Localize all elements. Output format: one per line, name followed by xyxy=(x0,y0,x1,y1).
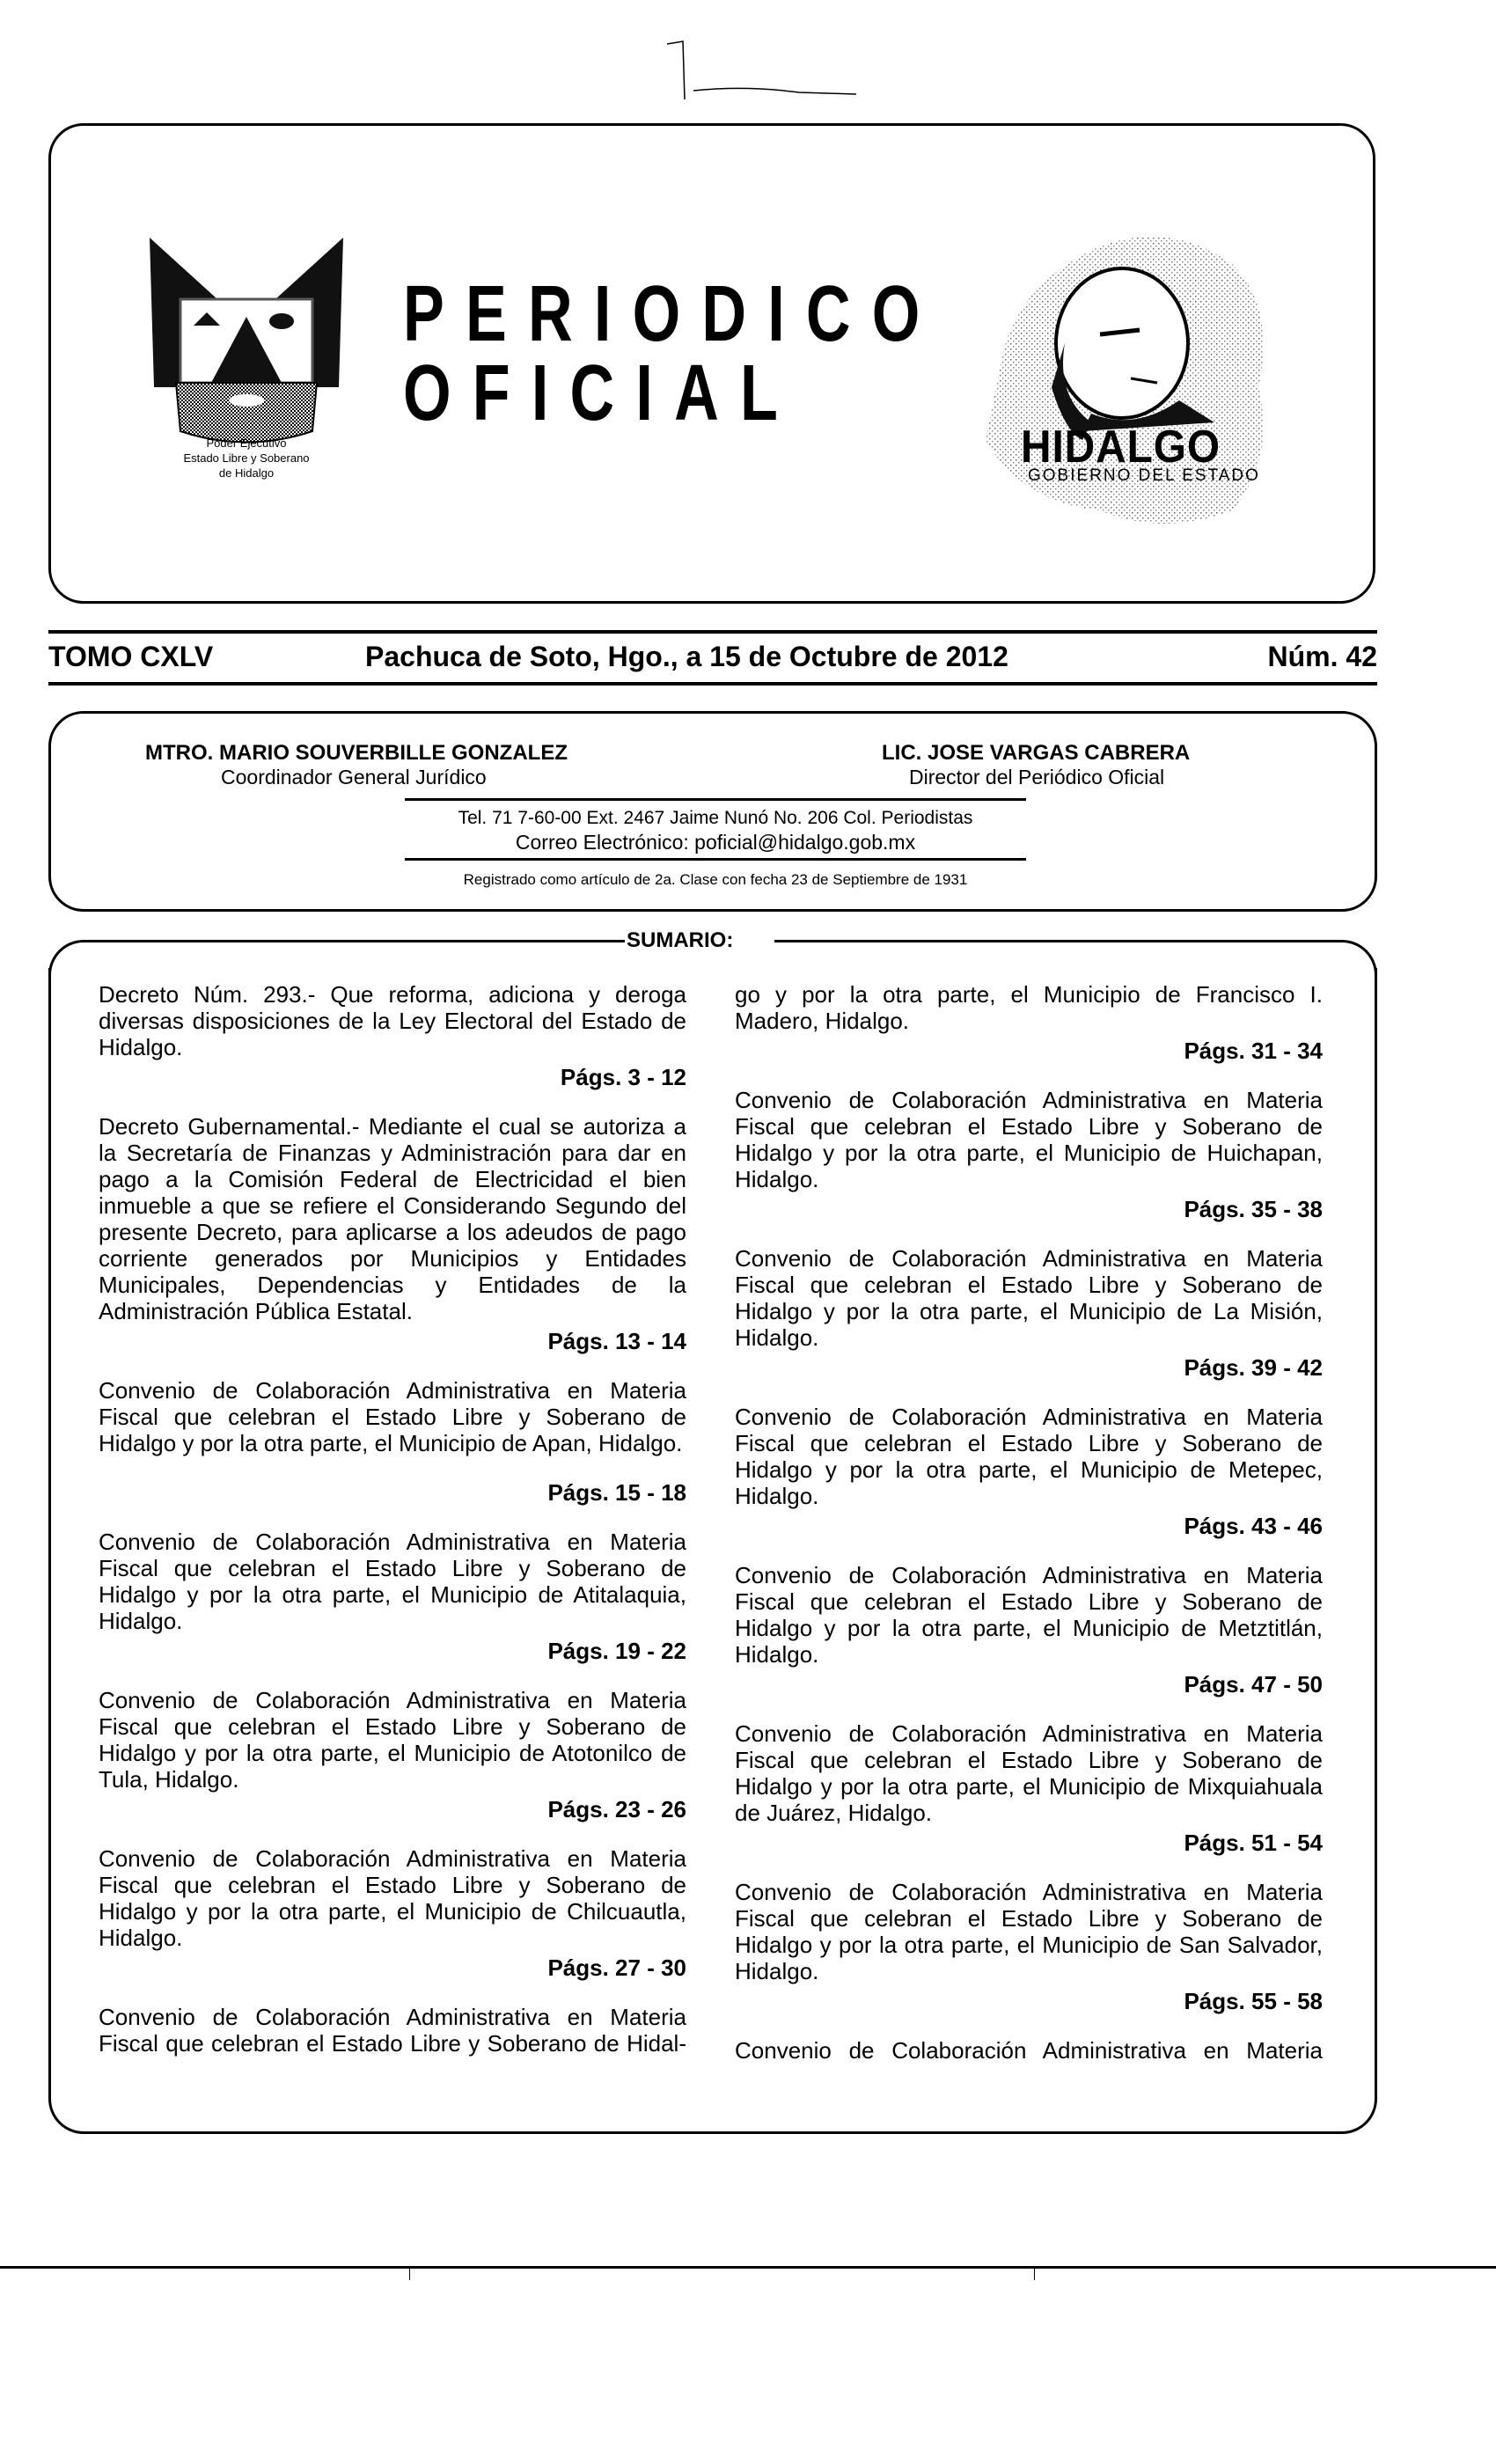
entry-text: Convenio de Colaboración Administrativa en Materia Fiscal que celebran el Estado Libre y Soberano de Hidalgo y por la otra parte, el Municipio de Atotonilco de Tula, Hidalgo. xyxy=(99,1687,686,1793)
state-crest-icon xyxy=(141,229,352,449)
hidalgo-logo-word: HIDALGO xyxy=(1021,422,1221,473)
page-bottom-tick xyxy=(1034,2268,1035,2280)
sumario-entry xyxy=(99,981,686,1090)
page-bottom-rule xyxy=(0,2266,1496,2269)
sumario-entry xyxy=(99,1529,686,1664)
credits-rule-top xyxy=(405,798,1026,801)
entry-pages: Págs. 55 - 58 xyxy=(1184,1988,1323,2014)
entry-text: Convenio de Colaboración Administrativa en Materia Fiscal que celebran el Estado Libre y Soberano de Hidalgo y por la otra parte, el Municipio de Huichapan, Hidalgo. xyxy=(735,1087,1323,1192)
entry-pages: Págs. 39 - 42 xyxy=(1184,1354,1323,1381)
sumario-right-column xyxy=(735,981,1323,2086)
entry-pages: Págs. 35 - 38 xyxy=(1184,1196,1323,1222)
sumario-entry xyxy=(99,1113,686,1354)
issue-bar-bottom-rule xyxy=(48,682,1377,686)
entry-text: Decreto Núm. 293.- Que reforma, adiciona y deroga diversas disposiciones de la Ley Electoral del Estado de Hidalgo. xyxy=(99,981,686,1060)
publication-title-line1: PERIODICO xyxy=(403,270,942,358)
issue-bar-top-rule xyxy=(48,630,1377,634)
volume-label: TOMO CXLV xyxy=(48,641,214,672)
publication-title-line2: OFICIAL xyxy=(403,349,800,437)
entry-pages: Págs. 23 - 26 xyxy=(547,1796,686,1822)
director-name: LIC. JOSE VARGAS CABRERA xyxy=(882,741,1191,765)
issue-number: Núm. 42 xyxy=(1267,641,1377,672)
sumario-entry xyxy=(735,1720,1323,1856)
sumario-entry xyxy=(735,1879,1323,2014)
sumario-entry xyxy=(735,1562,1323,1698)
crest-caption-line: de Hidalgo xyxy=(218,466,275,480)
sumario-entry xyxy=(99,2004,686,2057)
issue-bar xyxy=(48,641,1377,679)
entry-pages: Págs. 31 - 34 xyxy=(1184,1038,1323,1064)
sumario-heading: SUMARIO: xyxy=(627,928,734,952)
entry-pages: Págs. 43 - 46 xyxy=(1184,1513,1323,1539)
director-role: Director del Periódico Oficial xyxy=(909,766,1165,788)
registration-note: Registrado como artículo de 2a. Clase con fecha 23 de Septiembre de 1931 xyxy=(463,871,968,888)
entry-pages: Págs. 15 - 18 xyxy=(547,1479,686,1506)
sumario-entry xyxy=(735,2037,1323,2064)
entry-pages: Págs. 13 - 14 xyxy=(547,1328,686,1354)
entry-pages: Págs. 19 - 22 xyxy=(547,1638,686,1664)
entry-text: Convenio de Colaboración Administrativa en Materia Fiscal que celebran el Estado Libre y Soberano de Hidalgo y por la otra parte, el Municipio de Metepec, Hidalgo. xyxy=(735,1404,1323,1509)
handwritten-mark xyxy=(667,40,861,101)
coordinator-name: MTRO. MARIO SOUVERBILLE GONZALEZ xyxy=(145,741,568,765)
hidalgo-portrait-logo-icon xyxy=(968,211,1294,537)
crest-caption-line: Estado Libre y Soberano xyxy=(183,451,310,465)
sumario-entry xyxy=(735,1087,1323,1222)
hidalgo-logo-subtitle: GOBIERNO DEL ESTADO xyxy=(1028,466,1260,485)
entry-pages: Págs. 51 - 54 xyxy=(1184,1830,1323,1856)
entry-text: Convenio de Colaboración Administrativa en Materia Fiscal que celebran el Estado Libre y Soberano de Hidalgo y por la otra parte, el Municipio de Apan, Hidalgo. xyxy=(99,1377,686,1456)
coordinator-role: Coordinador General Jurídico xyxy=(221,766,487,788)
sumario-entry xyxy=(99,1845,686,1981)
page-bottom-tick xyxy=(409,2268,410,2280)
entry-text: Convenio de Colaboración Administrativa en Materia xyxy=(735,2037,1323,2064)
entry-text: Convenio de Colaboración Administrativa en Materia Fiscal que celebran el Estado Libre y Soberano de Hidalgo y por la otra parte, el Municipio de Atitalaquia, Hidalgo. xyxy=(99,1529,686,1634)
sumario-entry xyxy=(99,1377,686,1506)
crest-caption-line: Poder Ejecutivo xyxy=(206,436,287,450)
entry-text: Convenio de Colaboración Administrativa en Materia Fiscal que celebran el Estado Libre y Soberano de Hidalgo y por la otra parte, el Municipio de San Salvador, Hidalgo. xyxy=(735,1879,1323,1984)
sumario-entry xyxy=(735,981,1323,1064)
credits-rule-bottom xyxy=(405,858,1026,861)
entry-text: Decreto Gubernamental.- Mediante el cual se autoriza a la Secretaría de Finanzas y Administración para dar en pago a la Comisión Federal de Electricidad el bien inmueble a que se refiere el Considerando Segundo del presente Decreto, para aplicarse a los adeudos de pago corriente generados por Municipios y Entidades Municipales, Dependencias y Entidades de la Administración Pública Estatal. xyxy=(99,1113,686,1324)
entry-text: Convenio de Colaboración Administrativa en Materia Fiscal que celebran el Estado Libre y Soberano de Hidalgo y por la otra parte, el Municipio de La Misión, Hidalgo. xyxy=(735,1245,1323,1351)
contact-line: Tel. 71 7-60-00 Ext. 2467 Jaime Nunó No. 206 Col. Periodistas xyxy=(458,808,973,828)
sumario-entry xyxy=(99,1687,686,1822)
entry-text: Convenio de Colaboración Administrativa en Materia Fiscal que celebran el Estado Libre y Soberano de Hidalgo y por la otra parte, el Municipio de Mixquiahuala de Juárez, Hidalgo. xyxy=(735,1720,1323,1826)
entry-text: Convenio de Colaboración Administrativa en Materia Fiscal que celebran el Estado Libre y Soberano de Hidalgo y por la otra parte, el Municipio de Metztitlán, Hidalgo. xyxy=(735,1562,1323,1668)
entry-pages: Págs. 3 - 12 xyxy=(560,1064,686,1090)
sumario-entry xyxy=(735,1404,1323,1539)
entry-pages: Págs. 27 - 30 xyxy=(547,1954,686,1981)
sumario-entry xyxy=(735,1245,1323,1381)
entry-text: Convenio de Colaboración Administrativa en Materia Fiscal que celebran el Estado Libre y Soberano de Hidalgo y por la otra parte, el Municipio de Chilcuautla, Hidalgo. xyxy=(99,1845,686,1951)
crest-caption xyxy=(132,436,361,480)
entry-text: Convenio de Colaboración Administrativa en Materia Fiscal que celebran el Estado Libre y Soberano de Hidal- xyxy=(99,2004,686,2057)
entry-text: go y por la otra parte, el Municipio de Francisco I. Madero, Hidalgo. xyxy=(735,981,1323,1034)
place-date: Pachuca de Soto, Hgo., a 15 de Octubre de 2012 xyxy=(365,641,1008,672)
entry-pages: Págs. 47 - 50 xyxy=(1184,1671,1323,1698)
email-line: Correo Electrónico: poficial@hidalgo.gob.mx xyxy=(515,831,916,854)
sumario-left-column xyxy=(99,981,686,2079)
